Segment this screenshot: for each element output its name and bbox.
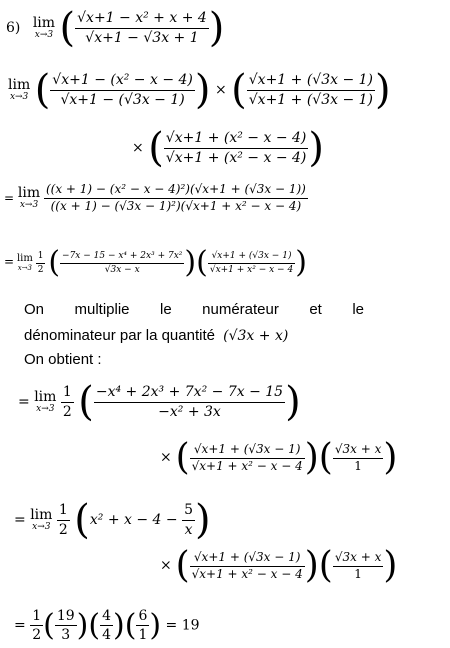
paren-close: ): [194, 67, 211, 113]
lim-sub: x→3: [32, 522, 51, 532]
final-value: = 19: [165, 617, 200, 634]
numerator: √3x + x: [333, 443, 384, 459]
equals-sign: =: [4, 254, 15, 269]
paren-open: (: [148, 125, 164, 171]
step3-line: [4, 183, 308, 214]
paren-open: (: [231, 67, 247, 113]
denominator: √x+1 + (x² − x − 4): [165, 149, 307, 166]
denominator: 3: [61, 627, 71, 644]
denominator: 2: [58, 521, 68, 538]
paren-close: ): [375, 67, 391, 113]
numerator: 1: [30, 608, 43, 626]
numerator: √x+1 + (x² − x − 4): [164, 130, 309, 148]
denominator: 1: [138, 627, 148, 644]
denominator: −x² + 3x: [158, 403, 221, 420]
paren-open: (: [34, 67, 51, 113]
text-line-2: [24, 328, 288, 343]
numerator: 19: [55, 608, 77, 626]
lim-sub: x→3: [34, 30, 54, 40]
paren-open: (: [124, 607, 137, 643]
denominator: 2: [62, 403, 72, 420]
step5-line: [18, 379, 301, 425]
fraction: [94, 384, 285, 419]
paragraph-text: On obtient :: [24, 351, 102, 368]
paren-open: (: [74, 497, 90, 543]
paren-close: ): [295, 245, 307, 280]
paren-open: (: [48, 245, 61, 280]
denominator: √x+1 − (√3x − 1): [60, 91, 185, 108]
numerator: 4: [100, 608, 113, 626]
paren-close: ): [76, 607, 89, 643]
fraction: [208, 251, 295, 275]
denominator: √x+1 + x² − x − 4: [191, 566, 303, 581]
text-line-1: [24, 302, 364, 317]
limit-operator: [8, 78, 30, 102]
limit-operator: [30, 508, 52, 532]
paren-close: ): [285, 379, 301, 425]
step4-line: [4, 245, 307, 280]
numerator: 5: [182, 502, 195, 520]
paren-open: (: [175, 545, 190, 586]
numerator: 1: [36, 251, 46, 263]
paren-close: ): [195, 497, 211, 543]
half-fraction: [57, 502, 70, 537]
numerator: √x+1 − x² + x + 4: [75, 10, 209, 28]
paren-open: (: [318, 437, 333, 478]
numerator: √x+1 + (√3x − 1): [208, 251, 295, 263]
fraction: [164, 130, 309, 165]
paren-close: ): [383, 437, 398, 478]
times-sign: ×: [214, 82, 227, 98]
numerator: √3x + x: [333, 551, 384, 567]
denominator: 1: [354, 566, 362, 581]
lim-sub: x→3: [17, 264, 33, 272]
step1-line: [8, 67, 391, 113]
denominator: √x+1 + x² − x − 4: [191, 458, 303, 473]
lim-word: lim: [30, 507, 53, 523]
paragraph-text: dénominateur par la quantité: [24, 327, 215, 344]
step8-line: [160, 545, 398, 586]
numerator: √x+1 + (√3x − 1): [190, 443, 305, 459]
equals-sign: =: [18, 394, 30, 410]
step6-line: [160, 437, 398, 478]
times-sign: ×: [160, 557, 172, 574]
paren-open: (: [175, 437, 190, 478]
paren-close: ): [113, 607, 125, 643]
paren-close: ): [304, 437, 319, 478]
lim-word: lim: [8, 77, 31, 93]
paren-open: (: [59, 5, 76, 51]
denominator: √3x − x: [104, 264, 140, 275]
fraction: [44, 183, 308, 214]
lim-sub: x→3: [19, 200, 39, 211]
paren-close: ): [184, 245, 197, 280]
denominator: 1: [354, 458, 362, 473]
fraction-3: [100, 608, 113, 643]
denominator: ((x + 1) − (√3x − 1)²)(√x+1 + x² − x − 4): [50, 198, 302, 213]
paren-open: (: [88, 607, 101, 643]
equals-sign: =: [14, 617, 26, 634]
denominator: 2: [32, 627, 42, 644]
fraction: [190, 551, 305, 582]
quantity-expression: (√3x + x): [223, 328, 289, 344]
denominator: √x+1 − √3x + 1: [85, 29, 199, 46]
numerator: −7x − 15 − x⁴ + 2x³ + 7x²: [60, 251, 184, 263]
numerator: 1: [61, 384, 74, 402]
fraction: [182, 502, 195, 537]
times-sign: ×: [160, 449, 172, 466]
paren-open: (: [43, 607, 55, 643]
equals-sign: =: [4, 190, 15, 205]
lim-sub: x→3: [36, 404, 55, 414]
fraction-1: [30, 608, 43, 643]
times-sign: ×: [132, 140, 144, 156]
numerator: √x+1 + (√3x − 1): [190, 551, 305, 567]
numerator: √x+1 − (x² − x − 4): [50, 72, 195, 90]
paren-close: ): [383, 545, 398, 586]
lim-word: lim: [16, 253, 33, 264]
denominator: √x+1 + (√3x − 1): [248, 91, 374, 108]
paren-open: (: [318, 545, 333, 586]
numerator: √x+1 + (√3x − 1): [247, 72, 375, 90]
fraction: [60, 251, 184, 275]
lim-word: lim: [32, 15, 56, 31]
lim-sub: x→3: [9, 92, 29, 102]
numerator: ((x + 1) − (x² − x − 4)²)(√x+1 + (√3x − 1)): [44, 183, 308, 199]
numerator: −x⁴ + 2x³ + 7x² − 7x − 15: [94, 384, 285, 402]
fraction: [190, 443, 305, 474]
denominator: √x+1 + x² − x − 4: [209, 264, 294, 275]
fraction: [333, 551, 384, 582]
numerator: 6: [136, 608, 149, 626]
result-line: [14, 608, 200, 643]
problem-line: [6, 5, 225, 51]
paren-open: (: [196, 245, 208, 280]
fraction-2: [55, 608, 77, 643]
limit-operator: [18, 186, 40, 210]
fraction: [333, 443, 384, 474]
fraction: [247, 72, 375, 107]
half-fraction: [36, 251, 46, 275]
paren-close: ): [208, 5, 225, 51]
step7-line: [14, 497, 211, 543]
limit-operator: [33, 16, 55, 40]
paren-open: (: [78, 379, 94, 425]
numerator: 1: [57, 502, 70, 520]
lim-word: lim: [34, 389, 57, 405]
paren-close: ): [304, 545, 319, 586]
paren-close: ): [149, 607, 162, 643]
denominator: x: [184, 521, 193, 538]
limit-operator: [17, 254, 33, 272]
denominator: 4: [102, 627, 112, 644]
problem-number: 6): [6, 20, 21, 36]
limit-operator: [34, 390, 56, 414]
fraction-4: [136, 608, 149, 643]
denominator: 2: [37, 264, 44, 275]
step2-line: [132, 125, 324, 171]
fraction: [75, 10, 209, 45]
paragraph-text: On multiplie le numérateur et le: [24, 301, 364, 318]
equals-sign: =: [14, 512, 26, 528]
expression: x² + x − 4 −: [89, 512, 178, 528]
lim-word: lim: [17, 185, 41, 202]
paren-close: ): [308, 125, 324, 171]
half-fraction: [61, 384, 74, 419]
text-line-3: [24, 352, 102, 367]
fraction: [50, 72, 195, 107]
